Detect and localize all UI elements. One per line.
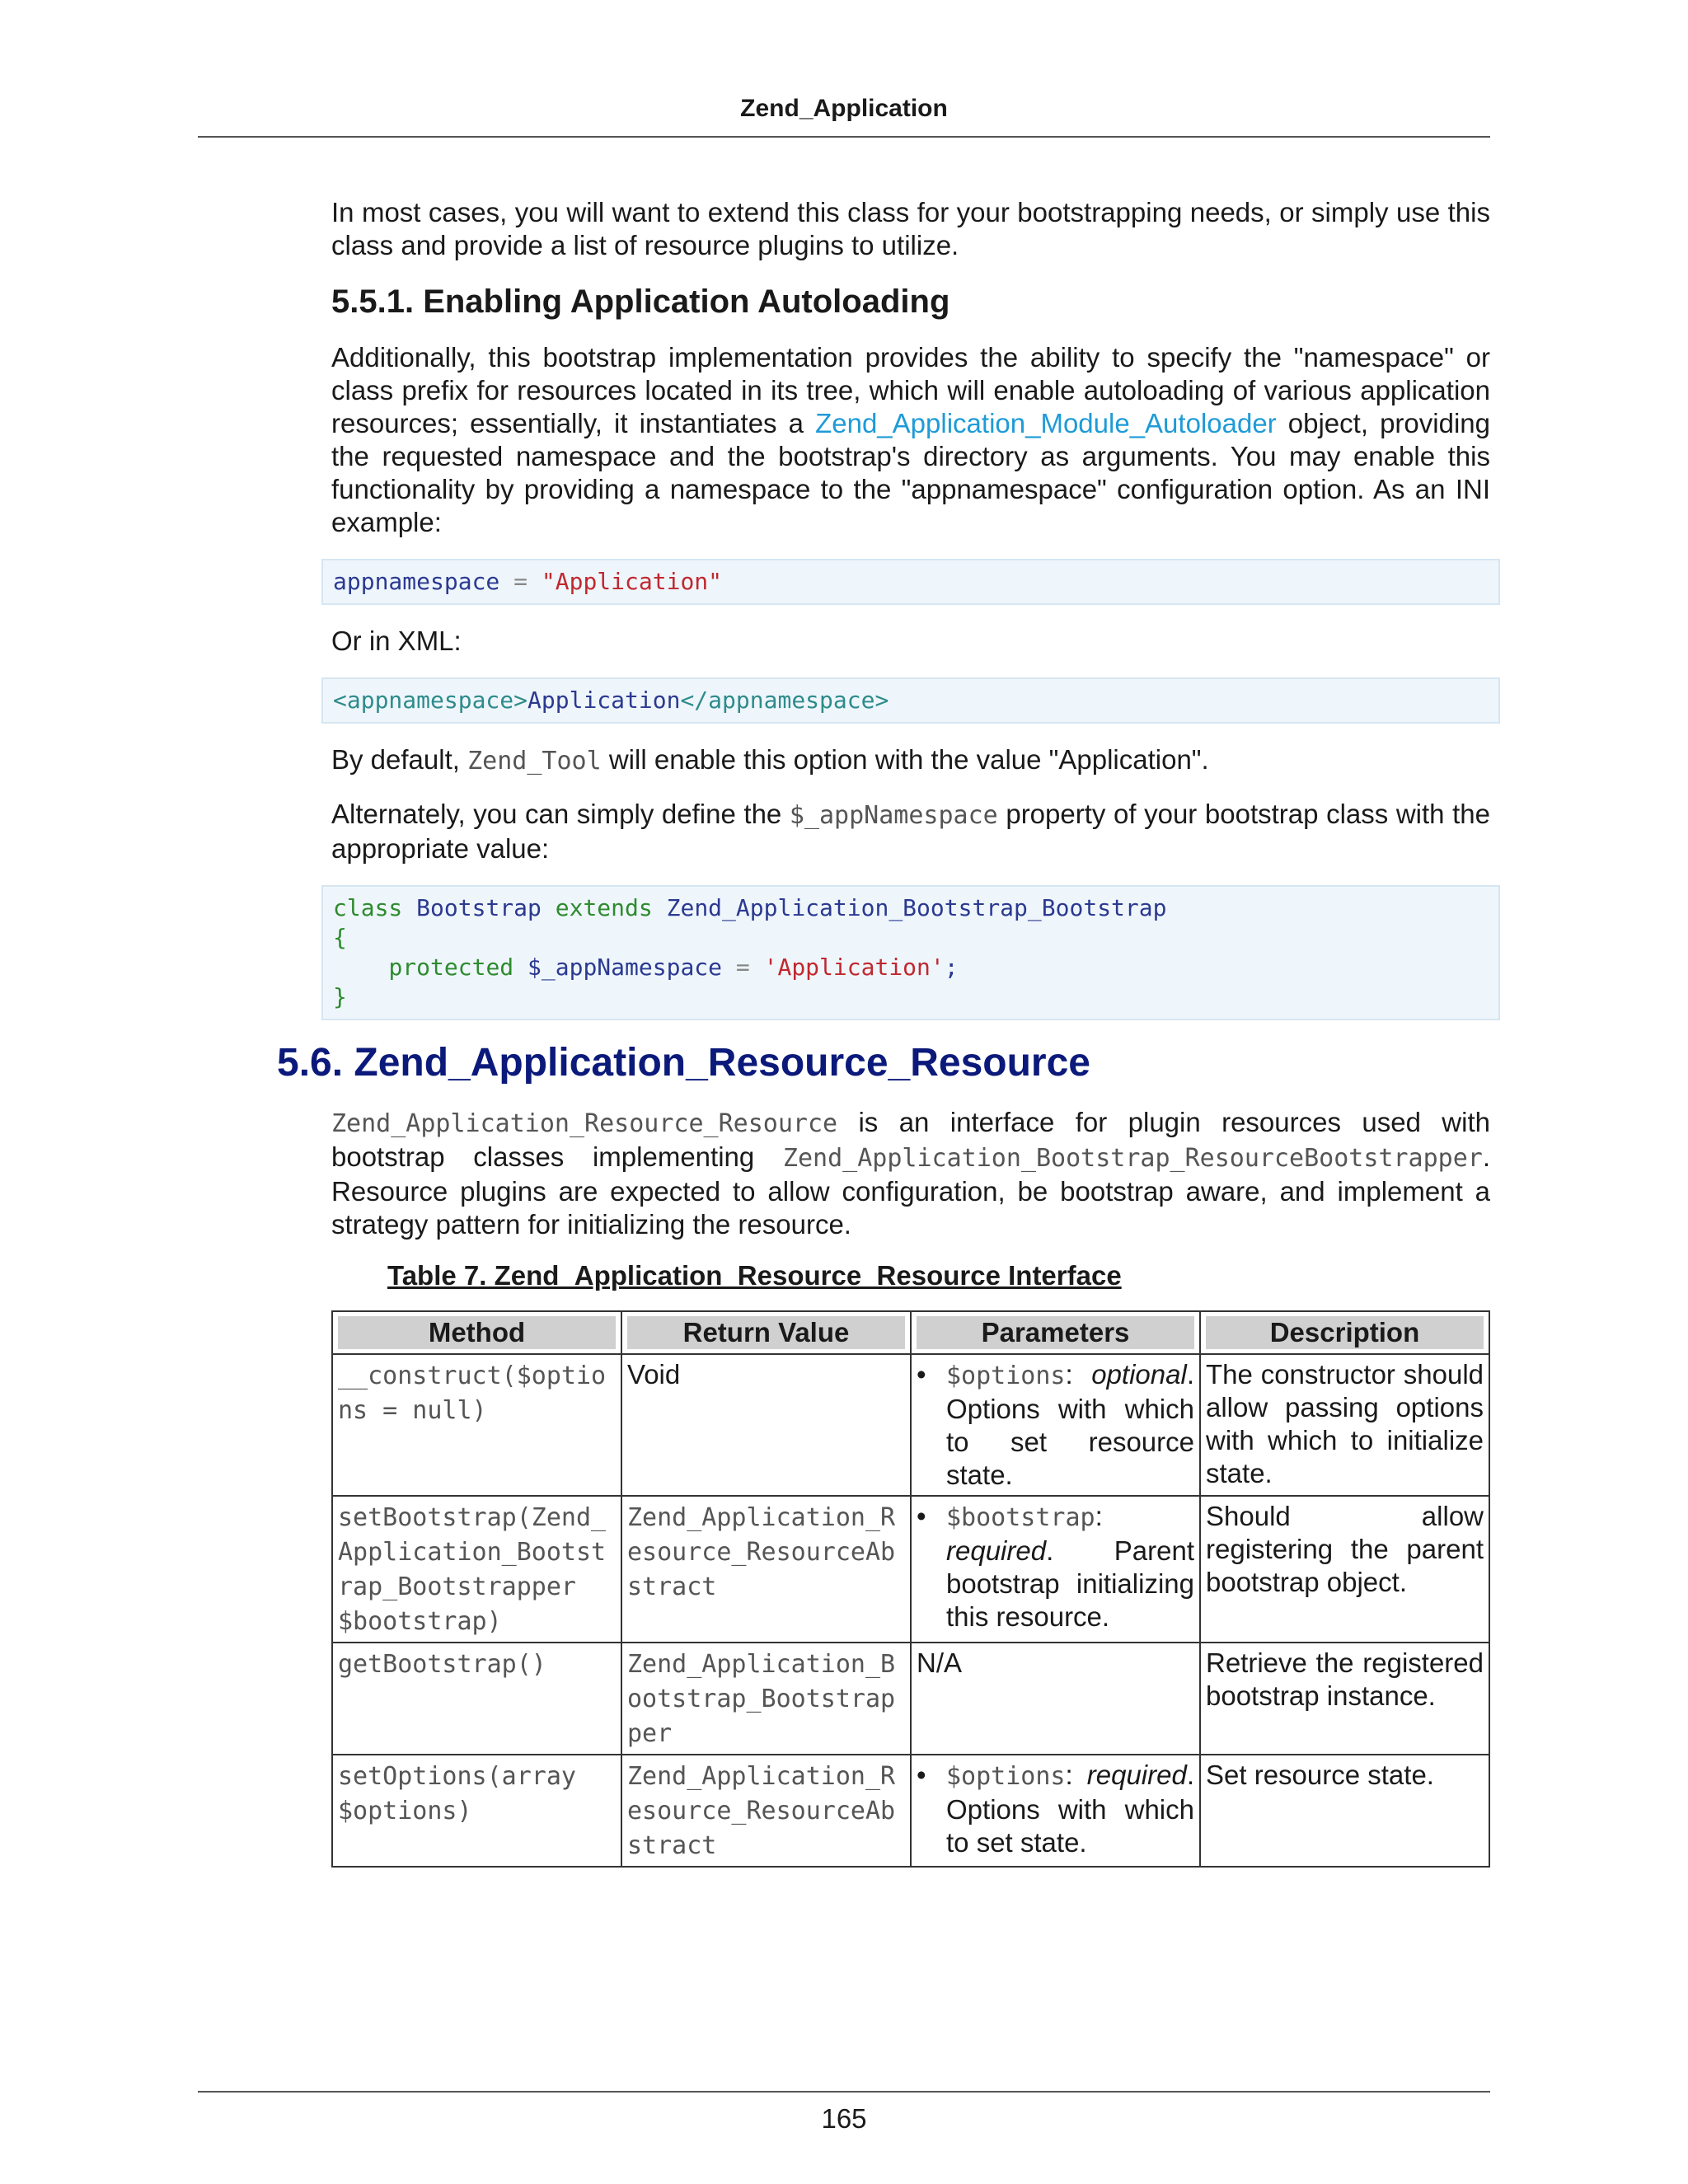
interface-table <box>331 1310 1490 1868</box>
cell-method: setOptions(array $options) <box>332 1755 621 1867</box>
table-row <box>332 1496 1489 1643</box>
appnamespace-code: $_appNamespace <box>789 801 998 830</box>
module-autoloader-link[interactable]: Zend_Application_Module_Autoloader <box>815 408 1277 438</box>
section-5-5-1-title: 5.5.1. Enabling Application Autoloading <box>331 284 950 320</box>
cell-return: Void <box>621 1354 911 1496</box>
cell-method: __construct($options = null) <box>332 1354 621 1496</box>
bullet-icon: • <box>917 1359 926 1390</box>
footer-rule <box>198 2091 1490 2093</box>
bullet-icon: • <box>917 1760 926 1790</box>
cell-method: setBootstrap(Zend_Application_Bootstrap_Bootstrapper $bootstrap) <box>332 1496 621 1643</box>
page-number: 165 <box>821 2103 867 2134</box>
table-title: Table 7. Zend_Application_Resource_Resource Interface <box>387 1260 1122 1291</box>
alternate-paragraph: Alternately, you can simply define the $_appNamespace property of your bootstrap class with the appropriate value: <box>331 799 1490 864</box>
table-header-row <box>332 1311 1489 1354</box>
cell-return: Zend_Application_Resource_ResourceAbstract <box>621 1755 911 1867</box>
resource-paragraph: Zend_Application_Resource_Resource is an interface for plugin resources used with bootstrap classes implementing Zend_Application_Bootstrap_ResourceBootstrapper. Resource plugins are expected to allow configuration, be bootstrap aware, and implement a strategy pattern for initializing the resource. <box>331 1107 1490 1240</box>
cell-parameters: • $options: optional. Options with which to set resource state. <box>911 1354 1200 1496</box>
header-parameters: Parameters <box>911 1311 1200 1354</box>
default-paragraph: By default, Zend_Tool will enable this option with the value "Application". <box>331 744 1209 776</box>
intro-paragraph: In most cases, you will want to extend this class for your bootstrapping needs, or simply use this class and provide a list of resource plugins to utilize. <box>331 197 1490 260</box>
table-row <box>332 1755 1489 1867</box>
cell-description: Retrieve the registered bootstrap instance. <box>1200 1643 1489 1755</box>
resource-interface-code: Zend_Application_Resource_Resource <box>331 1109 838 1138</box>
cell-description: The constructor should allow passing options with which to initialize state. <box>1200 1354 1489 1496</box>
zend-tool-code: Zend_Tool <box>467 747 602 776</box>
header-description: Description <box>1200 1311 1489 1354</box>
header-method: Method <box>332 1311 621 1354</box>
autoload-paragraph: Additionally, this bootstrap implementation provides the ability to specify the "namespace" or class prefix for resources located in its tree, which will enable autoloading of various application resources; essentially, it instantiates a Zend_Application_Module_Autoloader object, providing the requested namespace and the bootstrap's directory as arguments. You may enable this functionality by providing a namespace to the "appnamespace" configuration option. As an INI example: <box>331 342 1490 537</box>
table-row <box>332 1354 1489 1496</box>
section-5-6-title: 5.6. Zend_Application_Resource_Resource <box>277 1041 1090 1085</box>
cell-parameters: N/A <box>911 1643 1200 1755</box>
table-row <box>332 1643 1489 1755</box>
resource-bootstrapper-code: Zend_Application_Bootstrap_ResourceBootstrapper <box>782 1144 1483 1173</box>
header-rule <box>198 136 1490 138</box>
or-xml-text: Or in XML: <box>331 626 462 656</box>
bullet-icon: • <box>917 1501 926 1531</box>
cell-parameters: • $options: required. Options with which to set state. <box>911 1755 1200 1867</box>
header-return-value: Return Value <box>621 1311 911 1354</box>
cell-return: Zend_Application_Bootstrap_Bootstrapper <box>621 1643 911 1755</box>
cell-description: Set resource state. <box>1200 1755 1489 1867</box>
cell-description: Should allow registering the parent bootstrap object. <box>1200 1496 1489 1643</box>
cell-parameters: • $bootstrap: required. Parent bootstrap initializing this resource. <box>911 1496 1200 1643</box>
cell-return: Zend_Application_Resource_ResourceAbstract <box>621 1496 911 1643</box>
xml-code-block: <appnamespace>Application</appnamespace> <box>321 677 1500 724</box>
page-content <box>277 196 1490 1868</box>
cell-method: getBootstrap() <box>332 1643 621 1755</box>
ini-code-block: appnamespace = "Application" <box>321 559 1500 605</box>
page-header: Zend_Application <box>740 95 948 122</box>
bootstrap-code-block: class Bootstrap extends Zend_Application_Bootstrap_Bootstrap { protected $_appNamespace = 'Application'; } <box>321 885 1500 1020</box>
